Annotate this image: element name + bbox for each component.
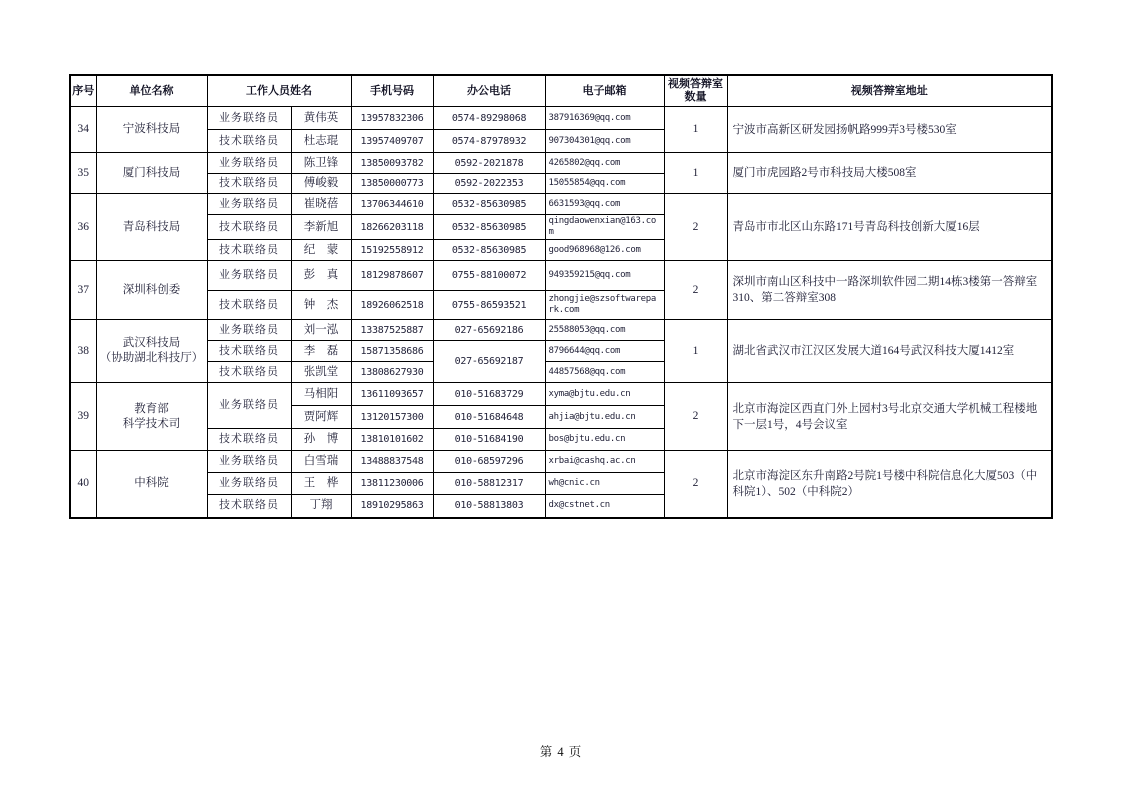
role-cell: 技术联络员: [207, 341, 291, 362]
role-cell: 业务联络员: [207, 320, 291, 341]
name-cell: 李 磊: [291, 341, 351, 362]
email-cell: dx@cstnet.cn: [545, 495, 664, 518]
email-cell: qingdaowenxian@163.com: [545, 215, 664, 240]
office-cell: 010-58812317: [433, 473, 545, 495]
email-cell: 44857568@qq.com: [545, 362, 664, 383]
address-cell: 湖北省武汉市江汉区发展大道164号武汉科技大厦1412室: [727, 320, 1052, 383]
role-cell-merged: 业务联络员: [207, 383, 291, 429]
email-cell: 907304301@qq.com: [545, 130, 664, 153]
mobile-cell: 13810101602: [351, 429, 433, 451]
office-cell-merged: 027-65692187: [433, 341, 545, 383]
table-row: [70, 383, 1052, 406]
name-cell: 丁翔: [291, 495, 351, 518]
rooms-count-cell: 1: [664, 320, 727, 383]
mobile-cell: 13387525887: [351, 320, 433, 341]
mobile-cell: 13808627930: [351, 362, 433, 383]
unit-name: 青岛科技局: [122, 220, 181, 233]
serial-cell: 40: [70, 451, 96, 518]
unit-name: 深圳科创委: [122, 283, 181, 296]
serial-cell: 38: [70, 320, 96, 383]
office-cell: 0592-2022353: [433, 174, 545, 194]
name-cell: 马相阳: [291, 383, 351, 406]
name-cell: 贾阿辉: [291, 406, 351, 429]
email-cell: bos@bjtu.edu.cn: [545, 429, 664, 451]
email-cell: 8796644@qq.com: [545, 341, 664, 362]
mobile-cell: 15192558912: [351, 240, 433, 261]
role-cell: 技术联络员: [207, 174, 291, 194]
office-cell: 0532-85630985: [433, 194, 545, 215]
mobile-cell: 18266203118: [351, 215, 433, 240]
mobile-cell: 13850093782: [351, 153, 433, 174]
address-cell: 宁波市高新区研发园扬帆路999弄3号楼530室: [727, 107, 1052, 153]
unit-cell: [96, 107, 207, 153]
email-cell: ahjia@bjtu.edu.cn: [545, 406, 664, 429]
unit-name-line2: 科学技术司: [122, 417, 181, 430]
serial-cell: 35: [70, 153, 96, 194]
role-cell: 技术联络员: [207, 362, 291, 383]
table-row: [70, 107, 1052, 130]
serial-cell: 36: [70, 194, 96, 261]
unit-name: 教育部: [134, 402, 169, 415]
name-cell: 彭 真: [291, 261, 351, 291]
page-number: 第 4 页: [539, 745, 583, 759]
role-cell: 业务联络员: [207, 194, 291, 215]
email-cell: wh@cnic.cn: [545, 473, 664, 495]
office-cell: 027-65692186: [433, 320, 545, 341]
unit-cell: [96, 194, 207, 261]
role-cell: 技术联络员: [207, 495, 291, 518]
office-cell: 0574-87978932: [433, 130, 545, 153]
address-cell: 北京市海淀区西直门外上园村3号北京交通大学机械工程楼地下一层1号，4号会议室: [727, 383, 1052, 451]
role-cell: 业务联络员: [207, 153, 291, 174]
header-rooms-line2: 数量: [684, 91, 707, 103]
name-cell: 孙 博: [291, 429, 351, 451]
email-cell: 4265802@qq.com: [545, 153, 664, 174]
header-row: [70, 75, 1052, 107]
role-cell: 业务联络员: [207, 473, 291, 495]
name-cell: 纪 蒙: [291, 240, 351, 261]
email-cell: zhongjie@szsoftwarepark.com: [545, 291, 664, 320]
role-cell: 技术联络员: [207, 240, 291, 261]
unit-name: 厦门科技局: [122, 166, 181, 179]
unit-cell: [96, 153, 207, 194]
unit-name: 武汉科技局: [122, 337, 181, 349]
office-cell: 0592-2021878: [433, 153, 545, 174]
table-row: [70, 451, 1052, 473]
email-cell: xrbai@cashq.ac.cn: [545, 451, 664, 473]
name-cell: 崔晓蓓: [291, 194, 351, 215]
mobile-cell: 15871358686: [351, 341, 433, 362]
mobile-cell: 18129878607: [351, 261, 433, 291]
unit-cell: [96, 383, 207, 451]
unit-name: 宁波科技局: [122, 123, 181, 135]
email-cell: good968968@126.com: [545, 240, 664, 261]
rooms-count-cell: 1: [664, 107, 727, 153]
name-cell: 王 桦: [291, 473, 351, 495]
role-cell: 技术联络员: [207, 130, 291, 153]
name-cell: 刘一泓: [291, 320, 351, 341]
header-serial: 序号: [70, 75, 96, 107]
unit-name-line2: （协助湖北科技厅）: [99, 352, 204, 364]
unit-cell: [96, 320, 207, 383]
name-cell: 钟 杰: [291, 291, 351, 320]
name-cell: 白雪瑞: [291, 451, 351, 473]
header-mobile: 手机号码: [351, 75, 433, 107]
rooms-count-cell: 2: [664, 451, 727, 518]
header-staff-name: 工作人员姓名: [207, 75, 351, 107]
office-cell: 0755-86593521: [433, 291, 545, 320]
role-cell: 业务联络员: [207, 107, 291, 130]
mobile-cell: 13488837548: [351, 451, 433, 473]
email-cell: 15055854@qq.com: [545, 174, 664, 194]
mobile-cell: 13611093657: [351, 383, 433, 406]
name-cell: 李新旭: [291, 215, 351, 240]
mobile-cell: 13957832306: [351, 107, 433, 130]
header-rooms-line1: 视频答辩室: [668, 78, 723, 90]
address-cell: 厦门市虎园路2号市科技局大楼508室: [727, 153, 1052, 194]
header-rooms-count: [664, 75, 727, 107]
office-cell: 0532-85630985: [433, 215, 545, 240]
mobile-cell: 18926062518: [351, 291, 433, 320]
table-row: [70, 261, 1052, 291]
mobile-cell: 13957409707: [351, 130, 433, 153]
unit-cell: [96, 261, 207, 320]
role-cell: 业务联络员: [207, 451, 291, 473]
role-cell: 技术联络员: [207, 215, 291, 240]
unit-name: 中科院: [134, 477, 169, 490]
office-cell: 010-51684190: [433, 429, 545, 451]
rooms-count-cell: 2: [664, 194, 727, 261]
serial-cell: 37: [70, 261, 96, 320]
role-cell: 技术联络员: [207, 291, 291, 320]
office-cell: 0755-88100072: [433, 261, 545, 291]
rooms-count-cell: 2: [664, 383, 727, 451]
office-cell: 010-51683729: [433, 383, 545, 406]
mobile-cell: 13120157300: [351, 406, 433, 429]
name-cell: 张凯堂: [291, 362, 351, 383]
email-cell: 6631593@qq.com: [545, 194, 664, 215]
office-cell: 010-58813803: [433, 495, 545, 518]
name-cell: 黄伟英: [291, 107, 351, 130]
role-cell: 业务联络员: [207, 261, 291, 291]
email-cell: 25588053@qq.com: [545, 320, 664, 341]
email-cell: 387916369@qq.com: [545, 107, 664, 130]
header-office: 办公电话: [433, 75, 545, 107]
office-cell: 010-51684648: [433, 406, 545, 429]
role-cell: 技术联络员: [207, 429, 291, 451]
table-row: [70, 320, 1052, 341]
office-cell: 0574-89298068: [433, 107, 545, 130]
name-cell: 陈卫锋: [291, 153, 351, 174]
serial-cell: 34: [70, 107, 96, 153]
address-cell: 北京市海淀区东升南路2号院1号楼中科院信息化大厦503（中科院1）、502（中科院2）: [727, 451, 1052, 518]
rooms-count-cell: 2: [664, 261, 727, 320]
address-cell: 青岛市市北区山东路171号青岛科技创新大厦16层: [727, 194, 1052, 261]
contact-table: [69, 74, 1053, 519]
table-row: [70, 153, 1052, 174]
mobile-cell: 13811230006: [351, 473, 433, 495]
mobile-cell: 18910295863: [351, 495, 433, 518]
email-cell: 949359215@qq.com: [545, 261, 664, 291]
name-cell: 傅峻毅: [291, 174, 351, 194]
rooms-count-cell: 1: [664, 153, 727, 194]
serial-cell: 39: [70, 383, 96, 451]
unit-cell: [96, 451, 207, 518]
mobile-cell: 13850000773: [351, 174, 433, 194]
name-cell: 杜志琨: [291, 130, 351, 153]
office-cell: 010-68597296: [433, 451, 545, 473]
header-email: 电子邮箱: [545, 75, 664, 107]
address-cell: 深圳市南山区科技中一路深圳软件园二期14栋3楼第一答辩室310、第二答辩室308: [727, 261, 1052, 320]
mobile-cell: 13706344610: [351, 194, 433, 215]
header-rooms-address: 视频答辩室地址: [727, 75, 1052, 107]
email-cell: xyma@bjtu.edu.cn: [545, 383, 664, 406]
table-row: [70, 194, 1052, 215]
office-cell: 0532-85630985: [433, 240, 545, 261]
header-unit: 单位名称: [96, 75, 207, 107]
